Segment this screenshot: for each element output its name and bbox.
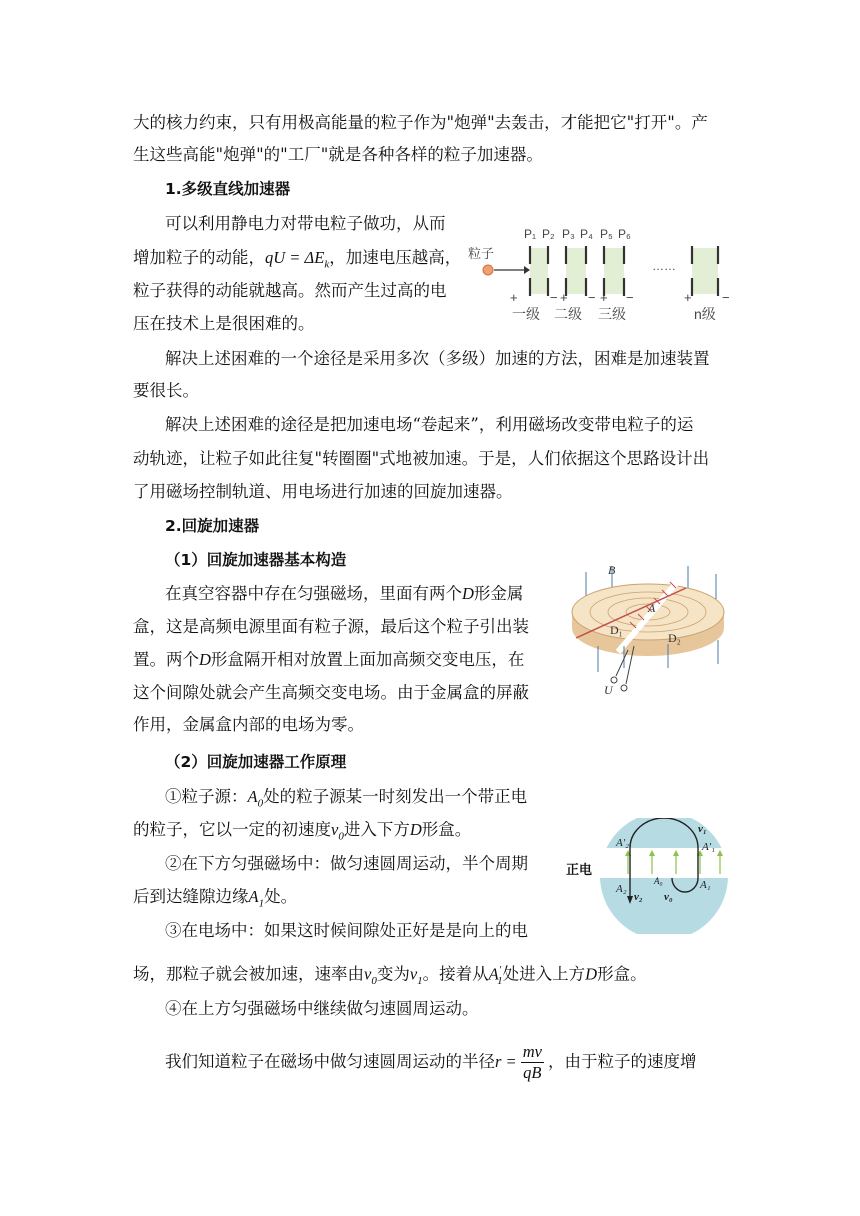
structure-line-5: 作用，金属盒内部的电场为零。 [133,715,364,734]
svg-text:+: + [684,290,692,305]
item3-line-1: ③在电场中：如果这时候间隙处正好是是向上的电 [165,921,528,940]
linear-p3-line-3: 了用磁场控制轨道、用电场进行加速的回旋加速器。 [133,482,513,501]
cyclotron-figure [568,560,740,700]
label-D2: D₂ [668,631,681,645]
label-U: U [604,683,613,697]
structure-line-3: 置。两个D形盒隔开相对放置上面加高频交变电压，在 [133,650,525,669]
label-A1: A₁ [700,879,711,891]
svg-text:+: + [510,290,518,305]
linear-p1-line-1: 可以利用静电力对带电粒子做功，从而 [165,214,446,233]
cyclotron-path-figure [566,818,738,934]
item3-line-2: 场，那粒子就会被加速，速率由$v_0$变为$v_1$。接着从$A'_1$处进入上方D形盒。 [133,964,647,987]
svg-text:−: − [588,290,596,305]
label-v0: v₀ [664,891,673,903]
linear-p1-line-4: 压在技术上是很困难的。 [133,314,315,333]
structure-line-2: 盒，这是高频电源里面有粒子源，最后这个粒子引出装 [133,617,529,636]
arrow-head-icon [524,266,530,274]
left-label: 正电 [566,863,593,878]
linear-accelerator-figure [466,218,734,326]
intro-line-2: 生这些高能"炮弹"的"工厂"就是各种各样的粒子加速器。 [133,145,543,164]
gap-2 [566,248,586,294]
plate-label: P₄ [580,227,593,241]
plate-label: P₁ [524,227,537,241]
gap-region [596,848,736,878]
linear-p2-line-2: 要很长。 [133,381,199,400]
label-A2: A₂ [616,883,627,895]
label-B: B [608,563,616,577]
plate-label: P₃ [562,227,575,241]
label-A: A [648,601,656,615]
section-heading-cyclotron: 2.回旋加速器 [165,517,260,535]
gap-n [692,248,718,294]
plate-label: P₅ [600,227,613,241]
linear-p3-line-1: 解决上述困难的途径是把加速电场“卷起来”，利用磁场改变带电粒子的运 [165,415,694,434]
item2-line-2: 后到达缝隙边缘$A_1$处。 [133,887,298,910]
svg-text:−: − [550,290,558,305]
svg-text:+: + [560,290,568,305]
radius-fraction: $\frac{mv}{qB}$ [522,1042,542,1082]
linear-p3-line-2: 动轨迹，让粒子如此往复"转圈圈"式地被加速。于是，人们依据这个思路设计出 [133,449,710,468]
svg-text:+: + [600,290,608,305]
gap-1 [530,248,548,294]
plate-label: P₆ [618,227,631,241]
label-D1: D₁ [610,623,623,637]
linear-p2-line-1: 解决上述困难的一个途径是采用多次（多级）加速的方法，困难是加速装置 [165,349,710,368]
label-A2p: A′₂ [616,837,629,849]
label-A1p: A′₁ [702,841,715,853]
final-line: 我们知道粒子在磁场中做匀速圆周运动的半径r = $\frac{mv}{qB}$ ，由于粒子的速度增 [165,1042,697,1082]
label-A0: A₀ [654,876,663,886]
item1-line-2: 的粒子，它以一定的初速度$v_0$进入下方D形盒。 [133,820,472,843]
item4-line: ④在上方匀强磁场中继续做匀速圆周运动。 [165,999,479,1018]
linear-p1-line-2: 增加粒子的动能，qU = $\Delta E_k$，加速电压越高， [133,248,462,271]
stage-label: n级 [694,306,716,322]
structure-line-4: 这个间隙处就会产生高频交变电场。由于金属盒的屏蔽 [133,683,529,702]
dots: …… [652,259,676,273]
svg-text:−: − [722,290,730,305]
stage-label: 一级 [512,306,540,322]
intro-line-1: 大的核力约束，只有用极高能量的粒子作为"炮弹"去轰击，才能把它"打开"。产 [133,113,708,132]
label-v2: v₂ [634,891,643,903]
particle-label: 粒子 [468,246,495,261]
label-v1: v₁ [698,823,707,835]
plate-label: P₂ [542,227,555,241]
subheading-principle: （2）回旋加速器工作原理 [165,753,347,771]
linear-p1-line-3: 粒子获得的动能就越高。然而产生过高的电 [133,281,447,300]
item2-line-1: ②在下方匀强磁场中：做匀速圆周运动，半个周期 [165,854,528,873]
item1-line-1: ①粒子源：$A_0$处的粒子源某一时刻发出一个带正电 [165,787,528,810]
structure-line-1: 在真空容器中存在匀强磁场，里面有两个D形金属 [165,584,524,603]
section-heading-linear: 1.多级直线加速器 [165,180,291,198]
subheading-structure: （1）回旋加速器基本构造 [165,551,347,569]
svg-text:−: − [626,290,634,305]
stage-label: 二级 [554,306,582,322]
particle-icon [483,265,493,275]
stage-label: 三级 [598,306,626,322]
gap-3 [604,248,624,294]
